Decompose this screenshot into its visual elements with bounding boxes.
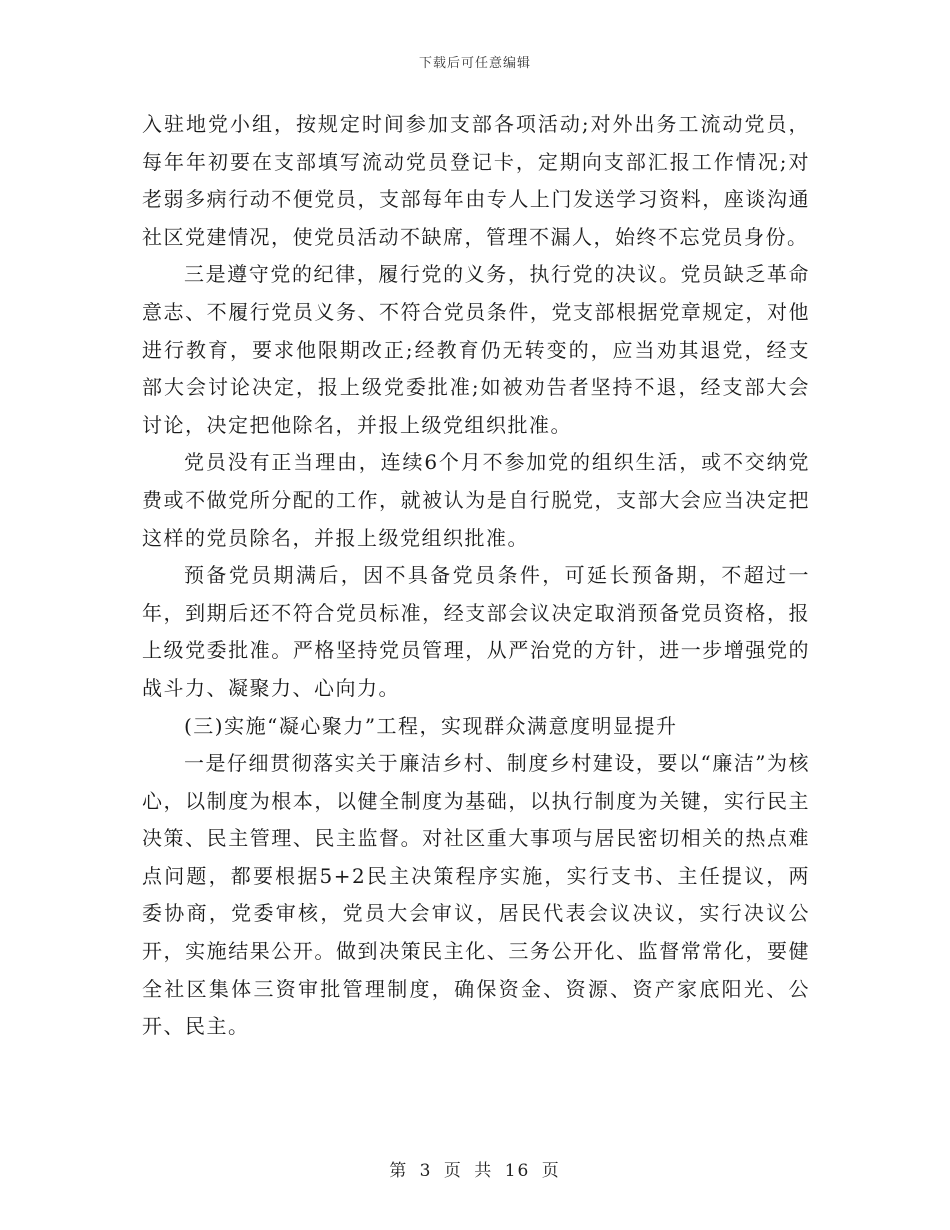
document-body [142,106,810,1046]
paragraph-continuation: 入驻地党小组，按规定时间参加支部各项活动;对外出务工流动党员，每年年初要在支部填写流动党员登记卡，定期向支部汇报工作情况;对老弱多病行动不便党员，支部每年由专人上门发送学习资料，座谈沟通社区党建情况，使党员活动不缺席，管理不漏人，始终不忘党员身份。 [142,112,810,249]
footer-prefix: 第 [389,1161,409,1181]
footer-page-word: 页 [443,1161,463,1181]
paragraph-integrity-system: 一是仔细贯彻落实关于廉洁乡村、制度乡村建设，要以“廉洁”为核心，以制度为根本，以健全制度为基础，以执行制度为关键，实行民主决策、民主管理、民主监督。对社区重大事项与居民密切相关的热点难点问题，都要根据5+2民主决策程序实施，实行支书、主任提议，两委协商，党委审核，党员大会审议，居民代表会议决议，实行决议公开，实施结果公开。做到决策民主化、三务公开化、监督常常化，要健全社区集体三资审批管理制度，确保资金、资源、资产家底阳光、公开、民主。 [142,751,810,1039]
paragraph-discipline: 三是遵守党的纪律，履行党的义务，执行党的决议。党员缺乏革命意志、不履行党员义务、不符合党员条件，党支部根据党章规定，对他进行教育，要求他限期改正;经教育仍无转变的，应当劝其退党，经支部大会讨论决定，报上级党委批准;如被劝告者坚持不退，经支部大会讨论，决定把他除名，并报上级党组织批准。 [142,262,810,437]
page-footer [0,1156,950,1181]
paragraph-probationary-members: 预备党员期满后，因不具备党员条件，可延长预备期，不超过一年，到期后还不符合党员标准，经支部会议决定取消预备党员资格，报上级党委批准。严格坚持党员管理，从严治党的方针，进一步增强党的战斗力、凝聚力、心向力。 [142,563,810,700]
section-heading: (三)实施“凝心聚力”工程，实现群众满意度明显提升 [184,713,678,738]
footer-total-pages: 16 [504,1161,531,1181]
footer-current-page: 3 [419,1161,433,1181]
footer-suffix: 页 [541,1161,561,1181]
page-header: 下载后可任意编辑 [418,56,531,71]
footer-total-word: 共 [474,1161,494,1181]
paragraph-lapsed-members: 党员没有正当理由，连续6个月不参加党的组织生活，或不交纳党费或不做党所分配的工作，就被认为是自行脱党，支部大会应当决定把这样的党员除名，并报上级党组织批准。 [142,450,810,550]
